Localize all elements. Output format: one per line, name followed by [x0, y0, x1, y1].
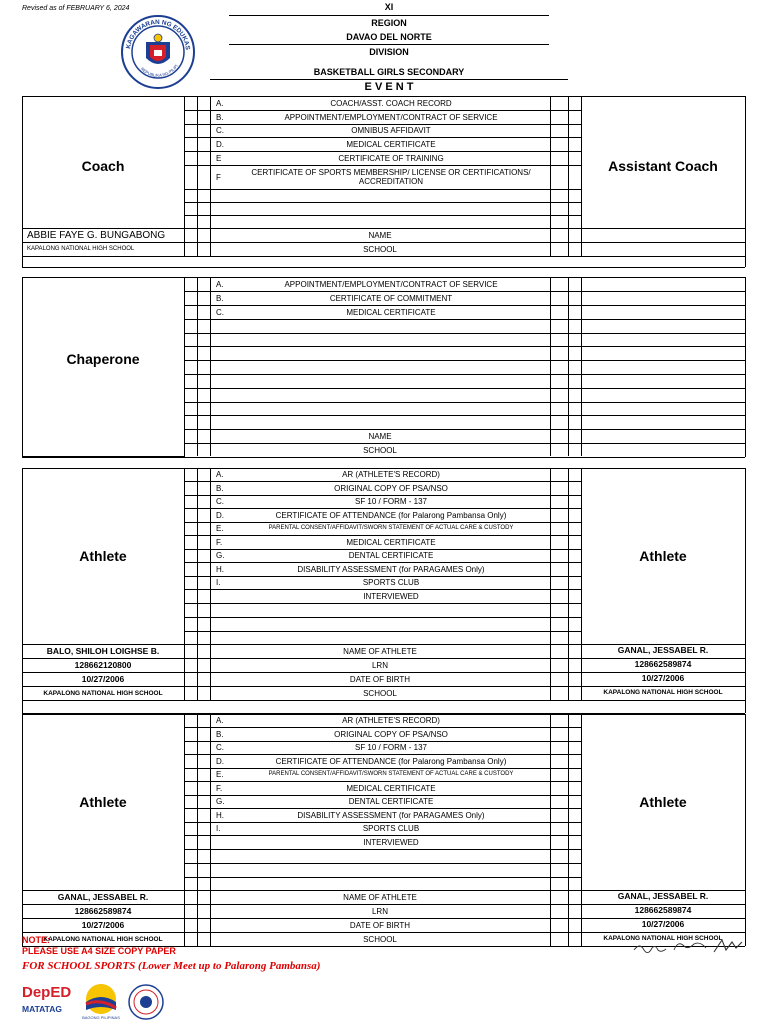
chaperone-item-letter: C. — [216, 307, 224, 317]
athlete-left-name: BALO, SHILOH LOIGHSE B. — [46, 645, 160, 656]
grid-line — [581, 415, 745, 416]
athlete-item-text: SPORTS CLUB — [362, 824, 420, 833]
grid-line — [22, 457, 745, 458]
athlete-item-letter: G. — [216, 551, 225, 560]
grid-line — [22, 700, 23, 713]
coach-item-letter: F — [216, 172, 221, 182]
athlete-school-label: SCHOOL — [363, 688, 397, 698]
athlete-item-text: CERTIFICATE OF ATTENDANCE (for Palarong Pambansa Only) — [275, 510, 507, 520]
athlete-item-letter: H. — [216, 564, 224, 574]
athlete-right-dob: 10/27/2006 — [641, 918, 685, 929]
athlete-title-right: Athlete — [639, 547, 687, 564]
chaperone-item-letter: A. — [216, 279, 224, 289]
athlete-item-letter: H. — [216, 810, 224, 820]
grid-line — [184, 360, 581, 361]
grid-line — [22, 256, 745, 257]
coach-item-text: APPOINTMENT/EMPLOYMENT/CONTRACT OF SERVICE — [284, 112, 498, 122]
chaperone-item-text: CERTIFICATE OF COMMITMENT — [329, 293, 453, 303]
athlete-item-text: MEDICAL CERTIFICATE — [346, 537, 436, 547]
deped-matatag-logo — [22, 984, 74, 1020]
athlete-item-letter: D. — [216, 756, 224, 766]
chaperone-school-label: SCHOOL — [363, 445, 397, 455]
chaperone-item-text: APPOINTMENT/EMPLOYMENT/CONTRACT OF SERVICE — [284, 279, 498, 289]
athlete-item-letter: C. — [216, 497, 224, 506]
grid-line — [184, 415, 581, 416]
athlete-left-dob: 10/27/2006 — [81, 673, 125, 684]
grid-line — [581, 429, 745, 430]
athlete-item-text: ORIGINAL COPY OF PSA/NSO — [334, 483, 448, 493]
athlete-right-lrn: 128662589874 — [634, 904, 692, 915]
grid-line — [581, 291, 745, 292]
grid-line — [22, 256, 23, 267]
grid-line — [184, 346, 581, 347]
chaperone-title: Chaperone — [66, 350, 140, 367]
grid-line — [184, 319, 581, 320]
assistant-coach-title: Assistant Coach — [608, 157, 718, 174]
coach-item-letter: E — [216, 153, 222, 163]
athlete-title-right: Athlete — [639, 793, 687, 810]
division-label: DIVISION — [369, 47, 409, 57]
athlete-item-letter: D. — [216, 510, 224, 520]
grid-line — [568, 277, 569, 456]
bagong-pilipinas-logo — [80, 982, 122, 1022]
athlete-item-text: SPORTS CLUB — [362, 578, 420, 587]
deped-logo-text: DepED — [22, 984, 72, 1001]
grid-line — [745, 700, 746, 713]
grid-line — [197, 277, 198, 456]
grid-line — [745, 890, 746, 946]
region-value: XI — [384, 2, 394, 12]
athlete-right-school: KAPALONG NATIONAL HIGH SCHOOL — [603, 688, 723, 696]
grid-line — [568, 96, 569, 256]
athlete-lrn-label: LRN — [371, 906, 388, 916]
athlete-left-name: GANAL, JESSABEL R. — [57, 891, 149, 902]
grid-line — [581, 360, 745, 361]
athlete-item-text: INTERVIEWED — [363, 837, 419, 847]
bagong-pilipinas-text: BAGONG PILIPINAS — [82, 1015, 120, 1020]
signatures — [630, 936, 745, 958]
athlete-item-letter — [212, 589, 232, 603]
coach-item-text: COACH/ASST. COACH RECORD — [330, 98, 452, 108]
revised-date: Revised as of FEBRUARY 6, 2024 — [22, 5, 130, 12]
athlete-right-name: GANAL, JESSABEL R. — [617, 644, 709, 655]
grid-line — [184, 849, 581, 850]
athlete-right-dob: 10/27/2006 — [641, 672, 685, 683]
grid-line — [581, 346, 745, 347]
grid-line — [550, 714, 551, 946]
athlete-item-letter: C. — [216, 743, 224, 752]
coach-item-letter: C. — [216, 126, 224, 135]
grid-line — [184, 877, 581, 878]
coach-name: ABBIE FAYE G. BUNGABONG — [27, 229, 166, 241]
grid-line — [581, 319, 745, 320]
athlete-item-text: ORIGINAL COPY OF PSA/NSO — [334, 729, 448, 739]
coach-name-label: NAME — [368, 230, 392, 240]
chaperone-name-label: NAME — [368, 431, 392, 441]
athlete-item-text: INTERVIEWED — [363, 591, 419, 601]
grid-line — [581, 333, 745, 334]
grid-line — [550, 96, 551, 256]
athlete-item-text: PARENTAL CONSENT/AFFIDAVIT/SWORN STATEMENT OF ACTUAL CARE & CUSTODY — [268, 525, 514, 531]
grid-line — [550, 468, 551, 700]
athlete-right-school: KAPALONG NATIONAL HIGH SCHOOL — [603, 934, 723, 942]
coach-item-text: CERTIFICATE OF SPORTS MEMBERSHIP/ LICENSE OR CERTIFICATIONS/ ACCREDITATION — [251, 168, 531, 186]
athlete-left-dob: 10/27/2006 — [81, 919, 125, 930]
athlete-item-text: PARENTAL CONSENT/AFFIDAVIT/SWORN STATEMENT OF ACTUAL CARE & CUSTODY — [268, 771, 514, 777]
athlete-item-text: SF 10 / FORM - 137 — [354, 497, 428, 506]
region-label: REGION — [371, 18, 407, 28]
grid-line — [22, 700, 745, 701]
athlete-title-left: Athlete — [79, 793, 127, 810]
svg-text:REPUBLIKA NG PILIPINAS: REPUBLIKA NG PILIPI — [139, 63, 179, 78]
grid-line — [197, 714, 198, 946]
athlete-item-text: AR (ATHLETE'S RECORD) — [342, 470, 440, 479]
coach-item-text: MEDICAL CERTIFICATE — [346, 139, 436, 149]
athlete-item-text: DISABILITY ASSESSMENT (for PARAGAMES Only) — [297, 564, 485, 574]
grid-line — [745, 228, 746, 256]
grid-line — [581, 277, 745, 278]
coach-item-letter: D. — [216, 139, 224, 149]
grid-line — [745, 277, 746, 457]
grid-line — [184, 388, 581, 389]
athlete-item-text: MEDICAL CERTIFICATE — [346, 783, 436, 793]
athlete-item-text: DENTAL CERTIFICATE — [348, 551, 434, 560]
athlete-item-letter: G. — [216, 797, 225, 806]
grid-line — [22, 644, 23, 700]
athlete-left-lrn: 128662120800 — [74, 659, 132, 670]
grid-line — [581, 374, 745, 375]
athlete-item-text: CERTIFICATE OF ATTENDANCE (for Palarong Pambansa Only) — [275, 756, 507, 766]
athlete-dob-label: DATE OF BIRTH — [349, 920, 411, 930]
athlete-item-letter: E. — [216, 524, 224, 533]
grid-line — [745, 644, 746, 700]
athlete-left-school: KAPALONG NATIONAL HIGH SCHOOL — [43, 689, 163, 697]
athlete-name-label: NAME OF ATHLETE — [343, 892, 417, 902]
grid-line — [568, 714, 569, 946]
school-sports-note: FOR SCHOOL SPORTS (Lower Meet up to Palarong Pambansa) — [22, 960, 321, 972]
event-label: E V E N T — [364, 81, 414, 93]
coach-school: KAPALONG NATIONAL HIGH SCHOOL — [27, 245, 135, 252]
grid-line — [184, 402, 581, 403]
athlete-left-school: KAPALONG NATIONAL HIGH SCHOOL — [43, 935, 163, 943]
grid-line — [184, 603, 581, 604]
grid-line — [197, 96, 198, 256]
grid-line — [184, 374, 581, 375]
athlete-item-text: DISABILITY ASSESSMENT (for PARAGAMES Only) — [297, 810, 485, 820]
grid-line — [22, 267, 745, 268]
athlete-item-letter: B. — [216, 729, 224, 739]
grid-line — [184, 617, 581, 618]
athlete-item-letter: B. — [216, 483, 224, 493]
athlete-item-letter: E. — [216, 770, 224, 779]
athlete-right-name: GANAL, JESSABEL R. — [617, 890, 709, 901]
grid-line — [581, 402, 745, 403]
coach-title: Coach — [81, 157, 125, 174]
coach-school-label: SCHOOL — [363, 244, 397, 254]
grid-line — [184, 863, 581, 864]
coach-item-letter: B. — [216, 112, 224, 122]
division-value: DAVAO DEL NORTE — [346, 32, 432, 42]
bottom-seal-icon — [126, 984, 166, 1020]
paper-note: PLEASE USE A4 SIZE COPY PAPER — [22, 946, 176, 956]
athlete-name-label: NAME OF ATHLETE — [343, 646, 417, 656]
grid-line — [184, 333, 581, 334]
athlete-item-letter: I. — [216, 578, 221, 587]
grid-line — [184, 202, 581, 203]
coach-item-text: CERTIFICATE OF TRAINING — [338, 153, 444, 163]
athlete-item-letter: A. — [216, 470, 224, 479]
chaperone-item-letter: B. — [216, 293, 224, 303]
athlete-item-letter: I. — [216, 824, 221, 833]
athlete-item-text: AR (ATHLETE'S RECORD) — [342, 716, 440, 725]
grid-line — [581, 305, 745, 306]
coach-item-text: OMNIBUS AFFIDAVIT — [351, 126, 431, 135]
grid-line — [184, 189, 581, 190]
note-label: NOTE: — [22, 935, 50, 945]
grid-line — [184, 215, 581, 216]
grid-line — [184, 631, 581, 632]
athlete-school-label: SCHOOL — [363, 934, 397, 944]
athlete-right-lrn: 128662589874 — [634, 658, 692, 669]
athlete-item-text: SF 10 / FORM - 137 — [354, 743, 428, 752]
grid-line — [581, 388, 745, 389]
athlete-item-letter: F. — [216, 783, 223, 793]
coach-item-letter: A. — [216, 98, 224, 108]
grid-line — [197, 468, 198, 700]
grid-line — [550, 277, 551, 456]
grid-line — [581, 443, 745, 444]
grid-line — [745, 256, 746, 267]
athlete-item-letter: A. — [216, 716, 224, 725]
sport-name: BASKETBALL GIRLS SECONDARY — [313, 67, 465, 77]
grid-line — [568, 468, 569, 700]
athlete-lrn-label: LRN — [371, 660, 388, 670]
svg-text:KAGAWARAN NG EDUKASYON: KAGAWARAN NG EDUKAS — [125, 18, 191, 51]
athlete-left-lrn: 128662589874 — [74, 905, 132, 916]
athlete-item-text: DENTAL CERTIFICATE — [348, 797, 434, 806]
athlete-title-left: Athlete — [79, 547, 127, 564]
chaperone-item-text: MEDICAL CERTIFICATE — [346, 307, 436, 317]
athlete-item-letter — [212, 835, 232, 849]
matatag-logo-text: MATATAG — [22, 1004, 62, 1014]
athlete-item-letter: F. — [216, 537, 223, 547]
athlete-dob-label: DATE OF BIRTH — [349, 674, 411, 684]
